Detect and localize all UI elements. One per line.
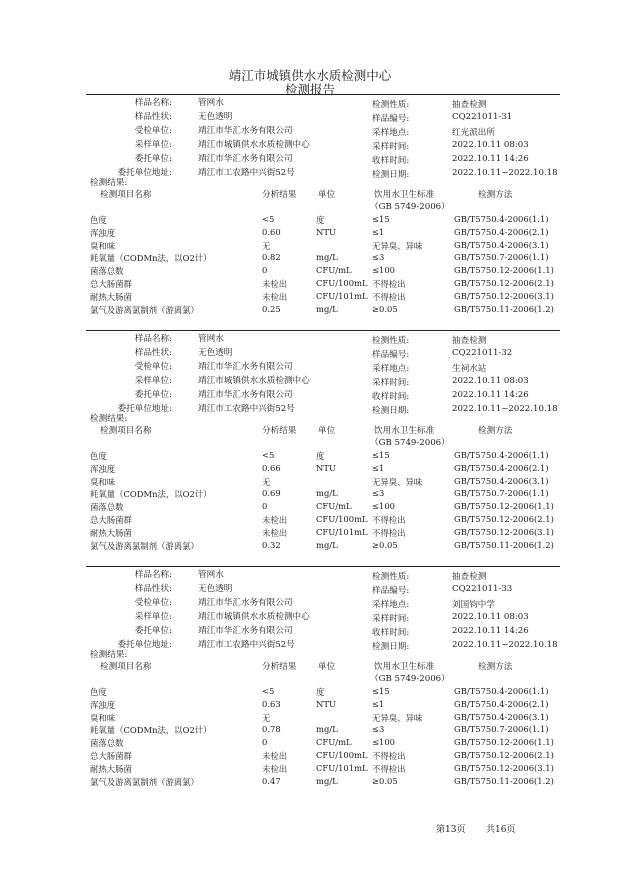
test-date-label: 检测日期: [372,170,410,180]
cell-unit: NTU [316,698,336,709]
test-nature-value: 抽查检测 [452,572,487,582]
cell-standard: 无异臭、异味 [372,712,423,723]
client-address-label: 委托单位地址: [117,640,172,650]
cell-method: GB/T5750.4-2006(1.1) [454,450,549,460]
sample-name-value: 管网水 [198,98,224,108]
results-title: 检测结果: [90,178,128,188]
cell-unit: 度 [316,451,325,461]
cell-method: GB/T5750.4-2006(1.1) [454,214,549,224]
inspected-unit-label: 受检单位: [134,362,172,372]
cell-result: 0 [262,501,268,512]
cell-item: 耐热大肠菌 [90,527,132,538]
cell-standard: ≤3 [372,724,385,735]
section-divider [86,330,560,331]
inspected-unit-value: 靖江市华汇水务有限公司 [198,362,293,372]
cell-result: 无 [262,712,271,723]
sample-property-value: 无色透明 [198,112,233,122]
client-unit-value: 靖江市华汇水务有限公司 [198,154,293,164]
cell-item: 色度 [90,215,107,225]
cell-method: GB/T5750.4-2006(2.1) [454,698,549,709]
cell-item: 色度 [90,687,107,697]
cell-standard: ≤3 [372,488,385,499]
cell-standard: ≤3 [372,252,385,263]
cell-method: GB/T5750.12-2006(1.1) [454,737,554,748]
receive-time-label: 收样时间: [372,392,410,402]
col-header-item: 检测项目名称 [100,662,152,672]
cell-item: 氯气及游离氯制剂（游离氯） [90,776,199,787]
col-header-standard: 饮用水卫生标准 [374,662,435,672]
col-header-method: 检测方法 [478,426,513,436]
cell-unit: mg/L [316,252,338,263]
cell-result: 0.63 [262,698,281,709]
col-header-standard: 饮用水卫生标准 [374,190,435,200]
sample-property-value: 无色透明 [198,584,233,594]
receive-time-value: 2022.10.11 14:26 [452,626,529,636]
cell-item: 菌落总数 [90,502,124,513]
sample-property-label: 样品性状: [134,348,172,358]
cell-unit: CFU/101mL [316,762,368,773]
client-address-label: 委托单位地址: [117,168,172,178]
cell-result: 未检出 [262,751,288,761]
sampling-unit-value: 靖江市城镇供水水质检测中心 [198,612,310,622]
page-number: 第13页 [436,825,466,835]
sampling-time-value: 2022.10.11 08:03 [452,376,529,386]
cell-item: 耐热大肠菌 [90,763,132,774]
col-header-method: 检测方法 [478,190,513,200]
cell-unit: mg/L [316,724,338,735]
sampling-site-value: 刘国钧中学 [452,600,495,610]
cell-result: 0.66 [262,462,281,473]
page-total: 共16页 [486,825,516,835]
col-header-standard: 饮用水卫生标准 [374,426,435,436]
test-date-value: 2022.10.11~2022.10.18 [452,640,558,650]
cell-unit: CFU/mL [316,501,352,512]
cell-method: GB/T5750.4-2006(1.1) [454,686,549,696]
sampling-unit-value: 靖江市城镇供水水质检测中心 [198,376,310,386]
sampling-unit-label: 采样单位: [134,140,172,150]
sampling-time-value: 2022.10.11 08:03 [452,612,529,622]
sampling-time-label: 采样时间: [372,378,410,388]
receive-time-label: 收样时间: [372,156,410,166]
col-header-unit: 单位 [318,426,336,436]
cell-result: 未检出 [262,291,288,302]
client-address-value: 靖江市工农路中兴街52号 [198,168,295,178]
cell-standard: ≥0.05 [372,303,398,314]
cell-method: GB/T5750.7-2006(1.1) [454,724,549,735]
cell-method: GB/T5750.4-2006(3.1) [454,239,549,250]
client-unit-label: 委托单位: [134,390,172,400]
cell-standard: 不得检出 [372,751,406,761]
cell-method: GB/T5750.11-2006(1.2) [454,775,554,786]
cell-method: GB/T5750.4-2006(2.1) [454,462,549,473]
inspected-unit-value: 靖江市华汇水务有限公司 [198,126,293,136]
cell-item: 耗氧量（CODMn法，以O2计） [90,253,212,264]
cell-result: 0.60 [262,226,281,237]
cell-standard: ≤15 [372,450,390,460]
cell-unit: mg/L [316,488,338,499]
cell-item: 总大肠菌群 [90,515,132,525]
cell-unit: mg/L [316,775,338,786]
col-header-method: 检测方法 [478,662,513,672]
cell-standard: 不得检出 [372,527,406,538]
cell-method: GB/T5750.12-2006(1.1) [454,501,554,512]
cell-method: GB/T5750.12-2006(2.1) [454,514,554,524]
cell-item: 耐热大肠菌 [90,291,132,302]
client-unit-label: 委托单位: [134,154,172,164]
client-unit-value: 靖江市华汇水务有限公司 [198,626,293,636]
cell-result: 未检出 [262,527,288,538]
cell-item: 菌落总数 [90,266,124,277]
cell-unit: CFU/100mL [316,278,368,288]
test-date-value: 2022.10.11~2022.10.18 [452,168,558,178]
cell-standard: ≤100 [372,265,396,276]
col-header-standard-code: （GB 5749-2006） [370,674,450,684]
inspected-unit-label: 受检单位: [134,598,172,608]
sample-no-value: CQ221011-32 [452,348,513,358]
cell-method: GB/T5750.12-2006(1.1) [454,265,554,276]
cell-result: 无 [262,476,271,487]
cell-result: 0.25 [262,303,281,314]
cell-standard: 不得检出 [372,515,406,525]
cell-standard: ≤1 [372,462,385,473]
cell-item: 氯气及游离氯制剂（游离氯） [90,304,199,315]
section-divider [86,566,560,567]
cell-unit: CFU/101mL [316,526,368,537]
cell-result: <5 [262,214,275,224]
cell-method: GB/T5750.11-2006(1.2) [454,303,554,314]
inspected-unit-value: 靖江市华汇水务有限公司 [198,598,293,608]
cell-result: 0.32 [262,539,281,550]
col-header-result: 分析结果 [262,190,297,200]
sample-property-label: 样品性状: [134,112,172,122]
client-address-value: 靖江市工农路中兴街52号 [198,404,295,414]
cell-item: 浑浊度 [90,463,116,474]
sample-name-label: 样品名称: [134,98,172,108]
client-address-value: 靖江市工农路中兴街52号 [198,640,295,650]
cell-unit: 度 [316,687,325,697]
client-unit-label: 委托单位: [134,626,172,636]
sampling-site-label: 采样地点: [372,128,410,138]
cell-unit: mg/L [316,539,338,550]
sampling-site-value: 红光派出所 [452,128,495,138]
cell-result: <5 [262,450,275,460]
cell-item: 臭和味 [90,476,116,487]
col-header-item: 检测项目名称 [100,426,152,436]
sample-no-value: CQ221011-33 [452,584,513,594]
cell-standard: ≤1 [372,698,385,709]
cell-standard: ≥0.05 [372,539,398,550]
cell-result: 0 [262,737,268,748]
sampling-time-value: 2022.10.11 08:03 [452,140,529,150]
cell-standard: 不得检出 [372,291,406,302]
results-title: 检测结果: [90,414,128,424]
cell-method: GB/T5750.11-2006(1.2) [454,539,554,550]
receive-time-label: 收样时间: [372,628,410,638]
inspected-unit-label: 受检单位: [134,126,172,136]
cell-item: 耗氧量（CODMn法，以O2计） [90,489,212,500]
cell-method: GB/T5750.12-2006(2.1) [454,750,554,760]
report-title: 检测报告 [284,82,335,97]
cell-result: 0.47 [262,775,281,786]
client-address-label: 委托单位地址: [117,404,172,414]
cell-method: GB/T5750.4-2006(3.1) [454,475,549,486]
test-date-value: 2022.10.11~2022.10.18 [452,404,558,414]
cell-unit: mg/L [316,303,338,314]
receive-time-value: 2022.10.11 14:26 [452,154,529,164]
cell-standard: ≤100 [372,501,396,512]
cell-unit: CFU/101mL [316,290,368,301]
cell-method: GB/T5750.4-2006(3.1) [454,711,549,722]
test-nature-value: 抽查检测 [452,336,487,346]
cell-method: GB/T5750.4-2006(2.1) [454,226,549,237]
sample-name-label: 样品名称: [134,570,172,580]
test-nature-label: 检测性质: [372,572,410,582]
cell-result: 未检出 [262,763,288,774]
test-nature-label: 检测性质: [372,336,410,346]
cell-item: 总大肠菌群 [90,751,132,761]
results-title: 检测结果: [90,650,128,660]
cell-unit: CFU/mL [316,265,352,276]
cell-item: 耗氧量（CODMn法，以O2计） [90,725,212,736]
cell-standard: 无异臭、异味 [372,240,423,251]
cell-item: 色度 [90,451,107,461]
cell-standard: 不得检出 [372,279,406,289]
sample-name-label: 样品名称: [134,334,172,344]
col-header-result: 分析结果 [262,426,297,436]
cell-unit: NTU [316,226,336,237]
test-nature-label: 检测性质: [372,100,410,110]
cell-method: GB/T5750.7-2006(1.1) [454,252,549,263]
report-title-org: 靖江市城镇供水水质检测中心 [228,68,392,83]
sampling-unit-label: 采样单位: [134,376,172,386]
sampling-time-label: 采样时间: [372,614,410,624]
col-header-unit: 单位 [318,662,336,672]
cell-method: GB/T5750.12-2006(3.1) [454,290,554,301]
test-nature-value: 抽查检测 [452,100,487,110]
col-header-standard-code: （GB 5749-2006） [370,438,450,448]
col-header-standard-code: （GB 5749-2006） [370,202,450,212]
cell-result: 0.82 [262,252,281,263]
cell-item: 浑浊度 [90,699,116,710]
sampling-unit-value: 靖江市城镇供水水质检测中心 [198,140,310,150]
sample-name-value: 管网水 [198,570,224,580]
col-header-result: 分析结果 [262,662,297,672]
cell-item: 臭和味 [90,712,116,723]
cell-unit: 度 [316,215,325,225]
cell-method: GB/T5750.12-2006(3.1) [454,526,554,537]
cell-result: 0.78 [262,724,281,735]
sampling-unit-label: 采样单位: [134,612,172,622]
cell-item: 氯气及游离氯制剂（游离氯） [90,540,199,551]
cell-item: 菌落总数 [90,738,124,749]
cell-item: 总大肠菌群 [90,279,132,289]
sample-no-value: CQ221011-31 [452,112,513,122]
cell-standard: ≥0.05 [372,775,398,786]
cell-standard: 无异臭、异味 [372,476,423,487]
sampling-time-label: 采样时间: [372,142,410,152]
cell-method: GB/T5750.12-2006(3.1) [454,762,554,773]
sample-no-label: 样品编号: [372,114,410,124]
cell-result: 未检出 [262,279,288,289]
cell-item: 浑浊度 [90,227,116,238]
cell-unit: NTU [316,462,336,473]
sample-property-label: 样品性状: [134,584,172,594]
cell-result: 0.69 [262,488,281,499]
cell-unit: CFU/100mL [316,514,368,524]
cell-item: 臭和味 [90,240,116,251]
cell-result: <5 [262,686,275,696]
cell-method: GB/T5750.7-2006(1.1) [454,488,549,499]
cell-standard: ≤15 [372,214,390,224]
test-date-label: 检测日期: [372,642,410,652]
sampling-site-label: 采样地点: [372,600,410,610]
col-header-unit: 单位 [318,190,336,200]
sampling-site-label: 采样地点: [372,364,410,374]
sample-no-label: 样品编号: [372,350,410,360]
cell-standard: ≤100 [372,737,396,748]
col-header-item: 检测项目名称 [100,190,152,200]
test-date-label: 检测日期: [372,406,410,416]
receive-time-value: 2022.10.11 14:26 [452,390,529,400]
client-unit-value: 靖江市华汇水务有限公司 [198,390,293,400]
sample-name-value: 管网水 [198,334,224,344]
cell-method: GB/T5750.12-2006(2.1) [454,278,554,288]
sample-no-label: 样品编号: [372,586,410,596]
cell-result: 0 [262,265,268,276]
cell-unit: CFU/100mL [316,750,368,760]
cell-standard: 不得检出 [372,763,406,774]
cell-standard: ≤15 [372,686,390,696]
sampling-site-value: 生祠水站 [452,364,487,374]
cell-result: 无 [262,240,271,251]
cell-standard: ≤1 [372,226,385,237]
cell-result: 未检出 [262,515,288,525]
sample-property-value: 无色透明 [198,348,233,358]
cell-unit: CFU/mL [316,737,352,748]
